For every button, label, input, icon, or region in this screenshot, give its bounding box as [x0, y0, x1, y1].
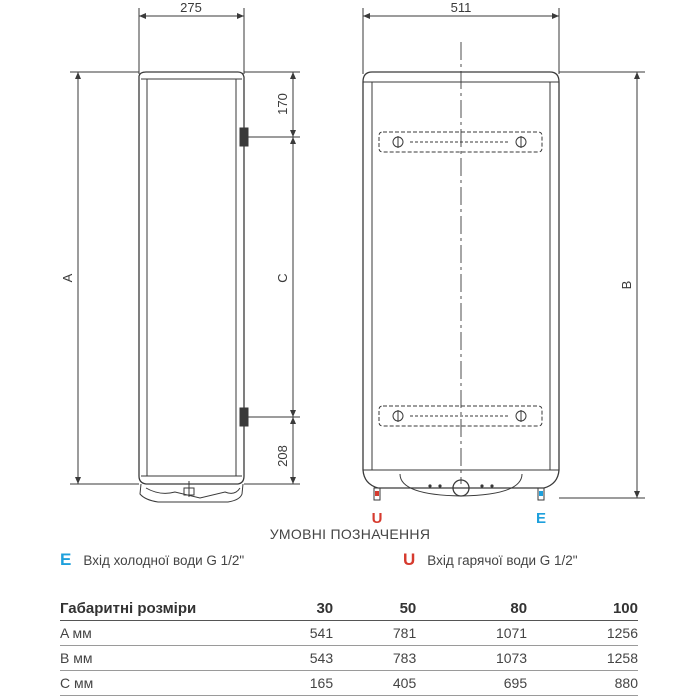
table-row	[60, 646, 638, 671]
table-row	[60, 621, 638, 646]
table-cell: 1071	[416, 621, 527, 646]
dim-b-label: B	[619, 280, 634, 290]
side-width-label: 275	[180, 0, 202, 15]
top-offset-label: 170	[275, 93, 290, 115]
dim-c-label: C	[275, 273, 290, 283]
table-cell: 165	[250, 671, 333, 696]
table-header-cell: 30	[250, 596, 333, 621]
table-cell: 541	[250, 621, 333, 646]
table-cell: 1256	[527, 621, 638, 646]
cold-pipe-marker: E	[535, 510, 547, 527]
legend-cold	[60, 550, 244, 570]
table-header-cell: 100	[527, 596, 638, 621]
table-row	[60, 671, 638, 696]
table-header-cell: 80	[416, 596, 527, 621]
table-cell: 781	[333, 621, 416, 646]
legend-cold-code: E	[60, 550, 72, 569]
table-cell: 695	[416, 671, 527, 696]
table-cell: C мм	[60, 671, 250, 696]
table-cell: 543	[250, 646, 333, 671]
dim-a-label: A	[60, 273, 75, 283]
table-header-cell: Габаритні розміри	[60, 596, 250, 621]
side-view	[70, 8, 300, 502]
table-cell: 880	[527, 671, 638, 696]
legend-cold-text: Вхід холодної води G 1/2"	[83, 553, 245, 568]
table-header-cell: 50	[333, 596, 416, 621]
legend-hot-code: U	[403, 550, 416, 569]
dimensions-table	[60, 596, 638, 696]
legend-hot-text: Вхід гарячої води G 1/2"	[427, 553, 578, 568]
table-cell: 1073	[416, 646, 527, 671]
hot-pipe-marker: U	[371, 510, 383, 527]
legend-hot	[403, 550, 578, 570]
side-top-connector	[240, 128, 248, 146]
table-cell: 405	[333, 671, 416, 696]
bottom-offset-label: 208	[275, 445, 290, 467]
side-body	[139, 72, 244, 484]
table-cell: B мм	[60, 646, 250, 671]
front-view	[363, 8, 645, 500]
table-cell: A мм	[60, 621, 250, 646]
table-header-row	[60, 596, 638, 621]
side-bottom-connector	[240, 408, 248, 426]
legend-title: УМОВНІ ПОЗНАЧЕННЯ	[269, 526, 431, 542]
table-cell: 1258	[527, 646, 638, 671]
front-width-label: 511	[450, 0, 472, 15]
table-cell: 783	[333, 646, 416, 671]
